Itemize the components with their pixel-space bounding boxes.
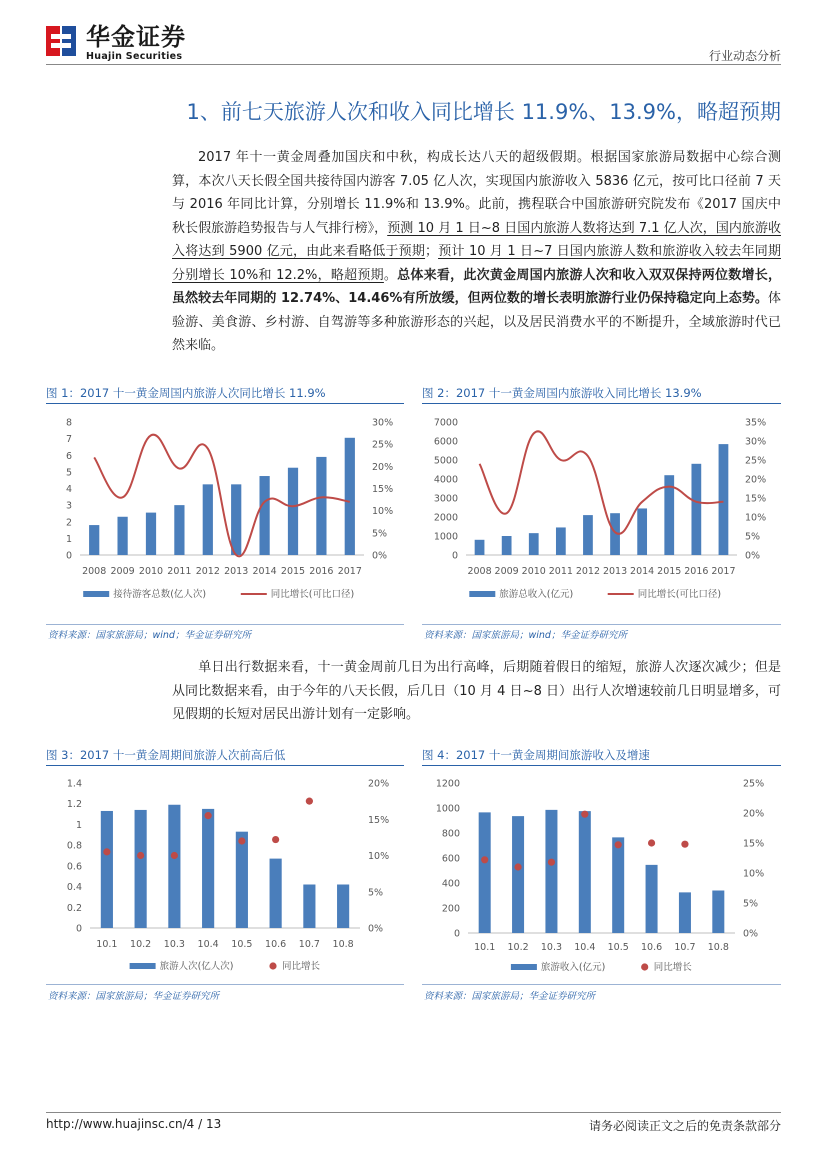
x-axis-tick-label: 2008	[82, 566, 107, 577]
x-axis-tick-label: 10.2	[507, 942, 529, 953]
x-axis-tick-label: 2013	[224, 566, 249, 577]
x-axis-tick-label: 2010	[138, 566, 164, 577]
bar	[303, 885, 315, 929]
left-axis-tick-label: 5	[65, 467, 72, 479]
bar	[637, 508, 647, 555]
right-axis-tick-label: 0%	[372, 550, 388, 562]
fig1-caption-rule	[46, 403, 404, 404]
header-divider	[46, 64, 781, 65]
right-axis-tick-label: 25%	[743, 778, 765, 790]
x-axis-tick-label: 10.7	[298, 939, 320, 950]
bar	[168, 805, 180, 928]
fig1-source: 资料来源：国家旅游局；wind；华金证券研究所	[48, 630, 251, 641]
left-axis-tick-label: 1.2	[66, 799, 82, 811]
growth-line	[94, 435, 350, 557]
x-axis-tick-label: 10.7	[674, 942, 696, 953]
fig2-chart	[422, 406, 781, 624]
left-axis-tick-label: 3000	[433, 493, 458, 505]
bar	[679, 892, 691, 933]
x-axis-tick-label: 2012	[575, 566, 601, 577]
footer-disclaimer: 请务必阅读正文之后的免责条款部分	[588, 1119, 781, 1133]
x-axis-tick-label: 2012	[195, 566, 220, 577]
x-axis-tick-label: 2015	[280, 566, 306, 577]
bar	[101, 811, 113, 928]
x-axis-tick-label: 2016	[309, 566, 334, 577]
left-axis-tick-label: 6	[65, 450, 72, 462]
x-axis-tick-label: 10.4	[197, 939, 219, 950]
growth-point	[681, 841, 688, 848]
legend-growth-label: 同比增长(可比口径)	[270, 589, 355, 600]
company-name-cn: 华金证券	[86, 23, 186, 51]
x-axis-tick-label: 2017	[711, 566, 736, 577]
bar	[479, 812, 491, 933]
x-axis-tick-label: 2013	[602, 566, 628, 577]
bar	[236, 832, 248, 928]
bar	[117, 517, 127, 555]
x-axis-tick-label: 10.5	[231, 939, 253, 950]
legend-bar-label: 旅游总收入(亿元)	[499, 589, 574, 600]
left-axis-tick-label: 0	[65, 550, 72, 562]
right-axis-tick-label: 10%	[743, 868, 765, 880]
section-title: 1、前七天旅游人次和收入同比增长 11.9%、13.9%，略超预期	[186, 100, 781, 124]
legend-bar-swatch	[469, 591, 495, 597]
legend-bar-swatch	[130, 963, 156, 969]
bar	[202, 809, 214, 928]
fig4-caption: 图 4：2017 十一黄金周期间旅游收入及增速	[422, 748, 650, 762]
fig1-source-rule	[46, 624, 404, 625]
bar	[583, 515, 593, 555]
left-axis-tick-label: 3	[65, 500, 72, 512]
fig1-chart	[46, 406, 404, 624]
fig2-caption-rule	[422, 403, 781, 404]
bar	[288, 468, 298, 555]
para1-underlined-forecast-1: 预测 10 月 1 日~8 日国内旅游人数将达到 7.1 亿人次，国内旅游收入将达到 5900 亿元，由此来看略低于预期	[172, 220, 781, 259]
x-axis-tick-label: 2014	[630, 566, 655, 577]
company-name-en: Huajin Securities	[86, 51, 183, 62]
left-axis-tick-label: 6000	[433, 436, 458, 448]
bar	[89, 525, 99, 555]
bar	[203, 484, 213, 555]
right-axis-tick-label: 20%	[368, 778, 390, 790]
x-axis-tick-label: 2016	[684, 566, 709, 577]
left-axis-tick-label: 2	[65, 517, 72, 529]
right-axis-tick-label: 5%	[368, 887, 384, 899]
fig2-source-rule	[422, 624, 781, 625]
right-axis-tick-label: 20%	[745, 474, 767, 486]
bar	[345, 438, 355, 555]
left-axis-tick-label: 8	[65, 417, 72, 429]
bar	[146, 513, 156, 555]
x-axis-tick-label: 2008	[467, 566, 492, 577]
fig3-caption: 图 3：2017 十一黄金周期间旅游人次前高后低	[46, 748, 286, 762]
left-axis-tick-label: 800	[441, 828, 460, 840]
left-axis-tick-label: 1000	[435, 803, 460, 815]
right-axis-tick-label: 10%	[368, 851, 390, 862]
growth-point	[615, 841, 622, 848]
report-type-label: 行业动态分析	[708, 49, 781, 63]
x-axis-tick-label: 2009	[494, 566, 519, 577]
right-axis-tick-label: 15%	[372, 484, 394, 495]
x-axis-tick-label: 2015	[657, 566, 682, 577]
x-axis-tick-label: 10.6	[640, 942, 663, 953]
bar	[579, 811, 591, 933]
bar	[475, 540, 485, 555]
para1-text-4: 体验游、美食游、乡村游、自驾游等多种旅游形态的兴起，以及居民消费水平的不断提升，全域旅游时代已然来临。	[172, 291, 781, 353]
left-axis-tick-label: 0	[75, 923, 82, 935]
x-axis-tick-label: 2014	[252, 566, 277, 577]
right-axis-tick-label: 15%	[745, 493, 767, 505]
fig3-caption-rule	[46, 765, 404, 766]
right-axis-tick-label: 25%	[372, 439, 394, 451]
left-axis-tick-label: 200	[441, 903, 460, 915]
x-axis-tick-label: 2011	[167, 566, 192, 577]
left-axis-tick-label: 2000	[433, 512, 458, 524]
left-axis-tick-label: 0.4	[66, 882, 82, 894]
bar	[646, 865, 658, 933]
growth-point	[272, 836, 279, 843]
left-axis-tick-label: 5000	[433, 455, 458, 467]
right-axis-tick-label: 5%	[743, 898, 759, 910]
right-axis-tick-label: 5%	[745, 531, 761, 543]
bar	[259, 476, 269, 555]
x-axis-tick-label: 10.1	[474, 942, 496, 953]
right-axis-tick-label: 0%	[745, 550, 761, 562]
bar	[316, 457, 326, 555]
growth-point	[238, 837, 245, 844]
growth-point	[481, 856, 488, 863]
legend-growth-label: 同比增长(可比口径)	[637, 589, 722, 600]
bar	[337, 885, 349, 929]
para1-text-3: 。	[383, 267, 398, 283]
x-axis-tick-label: 10.2	[130, 939, 152, 950]
left-axis-tick-label: 4000	[433, 474, 458, 486]
x-axis-tick-label: 2011	[548, 566, 573, 577]
bar	[135, 810, 147, 928]
fig3-source-rule	[46, 984, 404, 985]
x-axis-tick-label: 10.8	[707, 942, 729, 953]
legend-bar-label: 旅游人次(亿人次)	[159, 961, 234, 972]
right-axis-tick-label: 0%	[743, 928, 759, 940]
right-axis-tick-label: 20%	[372, 461, 394, 473]
legend-growth-label: 同比增长	[653, 962, 692, 973]
left-axis-tick-label: 7	[65, 434, 72, 446]
x-axis-tick-label: 10.4	[574, 942, 596, 953]
para1-underlined-forecast-2: 预计 10 月 1 日~7 日国内旅游人数和旅游收入较去年同期分别增长 10%和 12.2%，略超预期	[172, 244, 781, 283]
bar	[691, 464, 701, 555]
growth-point	[548, 859, 555, 866]
para1-text-2: ；	[425, 244, 439, 259]
left-axis-tick-label: 600	[441, 853, 460, 865]
left-axis-tick-label: 0.2	[66, 902, 82, 914]
x-axis-tick-label: 2009	[110, 566, 135, 577]
growth-point	[306, 798, 313, 805]
legend-point-swatch	[269, 962, 276, 969]
growth-point	[581, 811, 588, 818]
right-axis-tick-label: 15%	[368, 814, 390, 826]
right-axis-tick-label: 5%	[372, 528, 388, 540]
x-axis-tick-label: 10.6	[265, 939, 287, 950]
legend-bar-label: 接待游客总数(亿人次)	[113, 589, 207, 600]
legend-growth-label: 同比增长	[282, 961, 321, 972]
left-axis-tick-label: 7000	[433, 417, 458, 429]
growth-point	[205, 812, 212, 819]
bar	[612, 837, 624, 933]
growth-point	[514, 863, 521, 870]
right-axis-tick-label: 30%	[745, 436, 767, 448]
left-axis-tick-label: 400	[441, 878, 460, 890]
bar	[719, 444, 729, 555]
x-axis-tick-label: 10.1	[96, 939, 118, 950]
growth-point	[137, 852, 144, 859]
growth-point	[171, 852, 178, 859]
right-axis-tick-label: 15%	[743, 838, 765, 850]
left-axis-tick-label: 4	[65, 484, 72, 495]
left-axis-tick-label: 1	[75, 819, 82, 831]
right-axis-tick-label: 25%	[745, 455, 767, 467]
growth-line	[480, 431, 724, 534]
left-axis-tick-label: 1	[65, 533, 72, 545]
bar	[529, 533, 539, 555]
right-axis-tick-label: 30%	[372, 417, 394, 429]
bar	[712, 891, 724, 934]
left-axis-tick-label: 0.8	[66, 840, 82, 852]
fig2-source: 资料来源：国家旅游局；wind；华金证券研究所	[424, 630, 627, 641]
legend-point-swatch	[641, 963, 648, 970]
growth-point	[103, 848, 110, 855]
bar	[545, 810, 557, 933]
legend-bar-label: 旅游收入(亿元)	[540, 962, 606, 973]
bar	[556, 527, 566, 555]
right-axis-tick-label: 20%	[743, 808, 765, 820]
right-axis-tick-label: 10%	[745, 512, 767, 524]
fig1-caption: 图 1：2017 十一黄金周国内旅游人次同比增长 11.9%	[46, 386, 326, 400]
x-axis-tick-label: 10.8	[332, 939, 354, 950]
fig4-caption-rule	[422, 765, 781, 766]
bar	[231, 484, 241, 555]
company-logo-icon	[46, 26, 76, 56]
para1-text-1: 2017 年十一黄金周叠加国庆和中秋，构成长达八天的超级假期。根据国家旅游局数据中心综合测算，本次八天长假全国共接待国内游客 7.05 亿人次，实现国内旅游收入 5836 亿元，按可比口径前 7 天与 2016 年同比计算，分别增长 11.9%和 13.9%。此前，携程联合中国旅游研究院发布《2017 国庆中秋长假旅游趋势报告与人气排行榜》，	[172, 150, 781, 236]
fig4-chart	[422, 768, 781, 982]
bar	[174, 505, 184, 555]
body-paragraph-2	[172, 656, 781, 727]
right-axis-tick-label: 0%	[368, 923, 384, 935]
x-axis-tick-label: 2010	[521, 566, 546, 577]
right-axis-tick-label: 35%	[745, 417, 767, 429]
footer-divider	[46, 1112, 781, 1113]
body-paragraph-1	[172, 146, 781, 358]
left-axis-tick-label: 1.4	[66, 778, 82, 790]
fig4-source-rule	[422, 984, 781, 985]
x-axis-tick-label: 10.5	[607, 942, 629, 953]
fig2-caption: 图 2：2017 十一黄金周国内旅游收入同比增长 13.9%	[422, 386, 702, 400]
x-axis-tick-label: 2017	[337, 566, 362, 577]
fig3-source: 资料来源：国家旅游局；华金证券研究所	[48, 991, 220, 1002]
bar	[270, 859, 282, 928]
left-axis-tick-label: 1000	[433, 531, 458, 543]
legend-bar-swatch	[511, 964, 537, 970]
para1-bold-conclusion: 总体来看，此次黄金周国内旅游人次和收入双双保持两位数增长，虽然较去年同期的 12.74%、14.46%有所放缓，但两位数的增长表明旅游行业仍保持稳定向上态势。	[172, 267, 781, 306]
footer-url-page: http://www.huajinsc.cn/4 / 13	[46, 1117, 222, 1131]
bar	[512, 816, 524, 933]
x-axis-tick-label: 10.3	[540, 942, 563, 953]
para2-text: 单日出行数据来看，十一黄金周前几日为出行高峰，后期随着假日的缩短，旅游人次逐次减少；但是从同比数据来看，由于今年的八天长假，后几日（10 月 4 日~8 日）出行人次增速较前几日明显增多，可见假期的长短对居民出游计划有一定影响。	[172, 660, 781, 722]
left-axis-tick-label: 1200	[435, 778, 460, 790]
growth-point	[648, 839, 655, 846]
legend-bar-swatch	[83, 591, 109, 597]
x-axis-tick-label: 10.3	[163, 939, 185, 950]
bar	[502, 536, 512, 555]
fig4-source: 资料来源：国家旅游局；华金证券研究所	[424, 991, 596, 1002]
fig3-chart	[46, 768, 404, 982]
left-axis-tick-label: 0	[453, 928, 460, 940]
left-axis-tick-label: 0.6	[66, 861, 82, 873]
right-axis-tick-label: 10%	[372, 506, 394, 518]
left-axis-tick-label: 0	[451, 550, 458, 562]
